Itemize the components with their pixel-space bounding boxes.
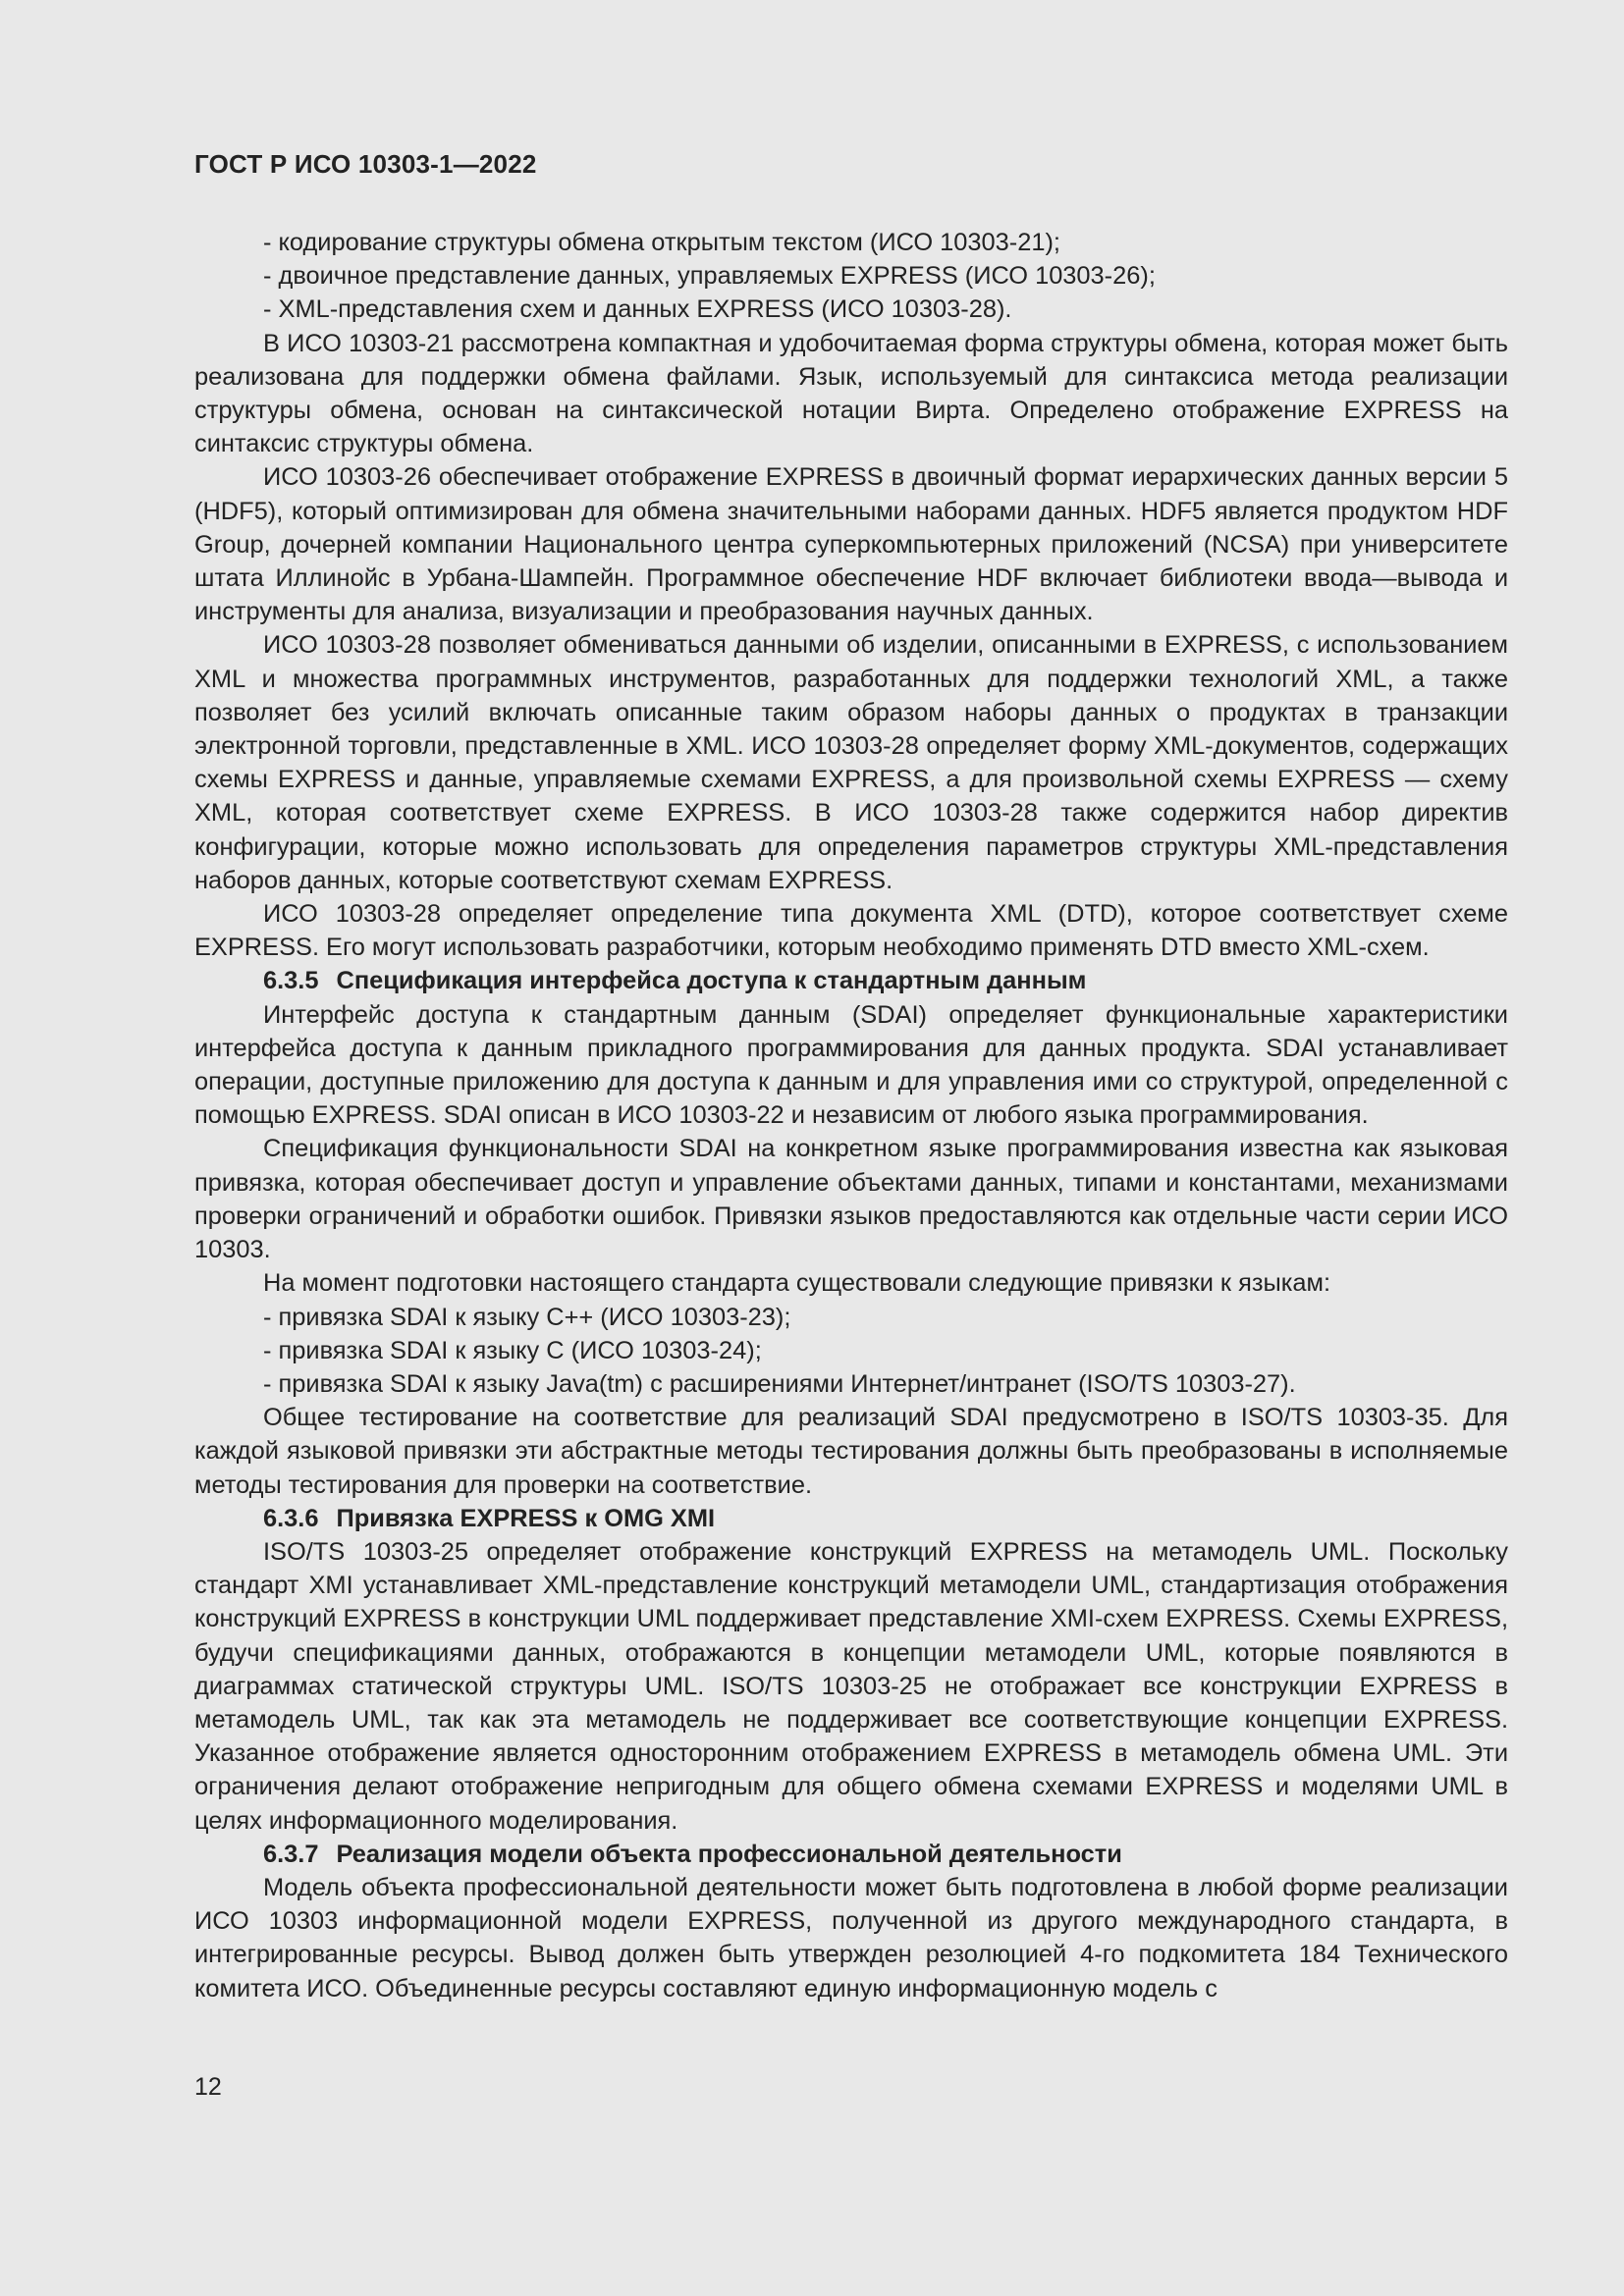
paragraph: На момент подготовки настоящего стандарта существовали следующие привязки к языкам: (263, 1269, 1331, 1298)
section-number: 6.3.7 (263, 1840, 319, 1868)
section-heading-6-3-6 (194, 1502, 1508, 1535)
page-number: 12 (194, 2073, 222, 2101)
paragraph: ISO/TS 10303-25 определяет отображение конструкций EXPRESS на метамодель UML. Поскольку стандарт XMI устанавливает XML-представление конструкций метамодели UML, стандартизация отображения конструкций EXPRESS в конструкции UML поддерживает представление XMI-схем EXPRESS. Схемы EXPRESS, будучи спецификациями данных, отображаются в концепции метамодели UML, которые появляются в диаграммах статической структуры UML. ISO/TS 10303-25 не отображает все конструкции EXPRESS в метамодель UML, так как эта метамодель не поддерживает все соответствующие концепции EXPRESS. Указанное отображение является односторонним отображением EXPRESS в метамодель обмена UML. Эти ограничения делают отображение непригодным для общего обмена схемами EXPRESS и моделями UML в целях информационного моделирования. (194, 1537, 1508, 1835)
paragraph: ИСО 10303-28 определяет определение типа документа XML (DTD), которое соответствует схеме EXPRESS. Его могут использовать разработчики, которым необходимо применять DTD вместо XML-схем. (194, 900, 1508, 962)
section-number: 6.3.6 (263, 1504, 319, 1532)
list-item: - привязка SDAI к языку Java(tm) с расширениями Интернет/интранет (ISO/TS 10303-27). (263, 1369, 1296, 1398)
section-heading-6-3-5 (194, 964, 1508, 997)
section-title: Спецификация интерфейса доступа к стандартным данным (336, 967, 1087, 995)
section-heading-6-3-7 (194, 1838, 1508, 1871)
document-body (194, 226, 1508, 2005)
section-title: Привязка EXPRESS к OMG XMI (336, 1504, 716, 1532)
paragraph: Спецификация функциональности SDAI на конкретном языке программирования известна как языковая привязка, которая обеспечивает доступ и управление объектами данных, типами и константами, механизмами проверки ограничений и обработки ошибок. Привязки языков предоставляются как отдельные части серии ИСО 10303. (194, 1135, 1508, 1264)
paragraph: Модель объекта профессиональной деятельности может быть подготовлена в любой форме реализации ИСО 10303 информационной модели EXPRESS, полученной из другого международного стандарта, в интегрированные ресурсы. Вывод должен быть утвержден резолюцией 4-го подкомитета 184 Технического комитета ИСО. Объединенные ресурсы составляют единую информационную модель с (194, 1873, 1508, 2002)
section-title: Реализация модели объекта профессиональной деятельности (336, 1840, 1122, 1868)
list-item: - двоичное представление данных, управляемых EXPRESS (ИСО 10303-26); (263, 262, 1156, 291)
paragraph: В ИСО 10303-21 рассмотрена компактная и удобочитаемая форма структуры обмена, которая может быть реализована для поддержки обмена файлами. Язык, используемый для синтаксиса метода реализации структуры обмена, основан на синтаксической нотации Вирта. Определено отображение EXPRESS на синтаксис структуры обмена. (194, 329, 1508, 458)
paragraph: ИСО 10303-26 обеспечивает отображение EXPRESS в двоичный формат иерархических данных версии 5 (HDF5), который оптимизирован для обмена значительными наборами данных. HDF5 является продуктом HDF Group, дочерней компании Национального центра суперкомпьютерных приложений (NCSA) при университете штата Иллинойс в Урбана-Шампейн. Программное обеспечение HDF включает библиотеки ввода—вывода и инструменты для анализа, визуализации и преобразования научных данных. (194, 463, 1508, 626)
list-item: - кодирование структуры обмена открытым текстом (ИСО 10303-21); (263, 229, 1060, 256)
list-item: - привязка SDAI к языку C (ИСО 10303-24); (263, 1336, 762, 1364)
list-item: - XML-представления схем и данных EXPRESS (ИСО 10303-28). (263, 295, 1012, 324)
list-item: - привязка SDAI к языку C++ (ИСО 10303-23); (263, 1303, 791, 1331)
paragraph: Интерфейс доступа к стандартным данным (SDAI) определяет функциональные характеристики интерфейса доступа к данным прикладного программирования для данных продукта. SDAI устанавливает операции, доступные приложению для доступа к данным и для управления ими со структурой, определенной с помощью EXPRESS. SDAI описан в ИСО 10303-22 и независим от любого языка программирования. (194, 1000, 1508, 1130)
paragraph: Общее тестирование на соответствие для реализаций SDAI предусмотрено в ISO/TS 10303-35. Для каждой языковой привязки эти абстрактные методы тестирования должны быть преобразованы в исполняемые методы тестирования для проверки на соответствие. (194, 1404, 1508, 1499)
section-number: 6.3.5 (263, 967, 319, 995)
paragraph: ИСО 10303-28 позволяет обмениваться данными об изделии, описанными в EXPRESS, с использованием XML и множества программных инструментов, разработанных для поддержки технологий XML, а также позволяет без усилий включать описанные таким образом наборы данных о продуктах в транзакции электронной торговли, представленные в XML. ИСО 10303-28 определяет форму XML-документов, содержащих схемы EXPRESS и данные, управляемые схемами EXPRESS, а для произвольной схемы EXPRESS — схему XML, которая соответствует схеме EXPRESS. В ИСО 10303-28 также содержится набор директив конфигурации, которые можно использовать для определения параметров структуры XML-представления наборов данных, которые соответствуют схемам EXPRESS. (194, 631, 1508, 894)
standard-header: ГОСТ Р ИСО 10303-1—2022 (194, 149, 537, 179)
